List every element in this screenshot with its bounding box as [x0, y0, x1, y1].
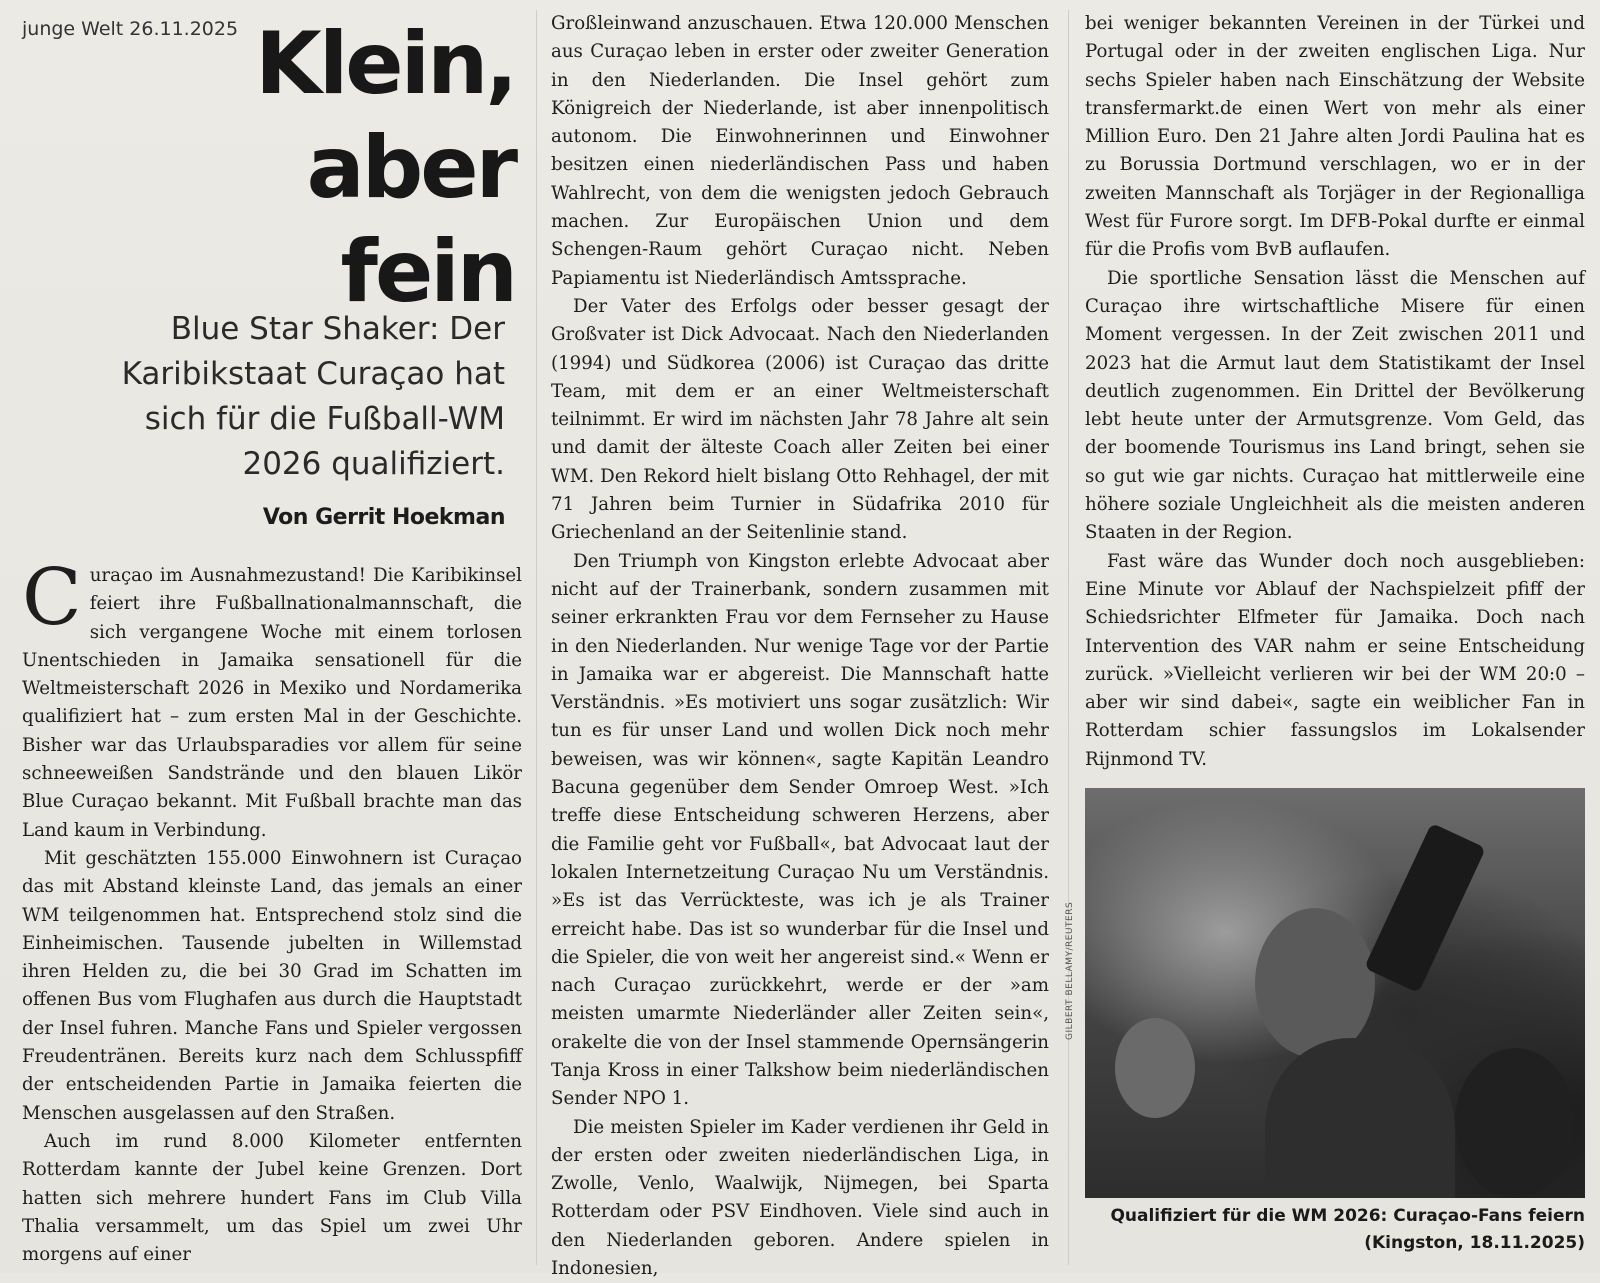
- photo-credit: GILBERT BELLAMY/REUTERS: [1065, 901, 1075, 1040]
- paragraph: Curaçao im Ausnahmezustand! Die Karibikinsel feiert ihre Fußballnationalmannschaft, die sich vergangene Woche mit einem torlosen Unentschieden in Jamaika sensationell für die Weltmeisterschaft 2026 in Mexiko und Nordamerika qualifiziert hat – zum ersten Mal in der Geschichte. Bisher war das Urlaubsparadies vor allem für seine schneeweißen Sandstrände und den blauen Likör Blue Curaçao bekannt. Mit Fußball brachte man das Land kaum in Verbindung.: [22, 553, 522, 841]
- paragraph: Die meisten Spieler im Kader verdienen ihr Geld in der ersten oder zweiten niederländischen Liga, in Zwolle, Venlo, Waalwijk, Nijmegen, bei Sparta Rotterdam oder PSV Eindhoven. Viele sind auch in den Niederlanden geboren. Andere spielen in Indonesien,: [551, 1116, 1049, 1280]
- paragraph: bei weniger bekannten Vereinen in der Türkei und Portugal oder in der zweiten englischen Liga. Nur sechs Spieler haben nach Einschätzung der Website transfermarkt.de einen Wert von mehr als einer Million Euro. Den 21 Jahre alten Jordi Paulina hat es zu Borussia Dortmund verschlagen, wo er in der zweiten Mannschaft als Torjäger in der Regionalliga West für Furore sorgt. Im DFB-Pokal durfte er einmal für die Profis vom BvB auflaufen.: [1085, 13, 1585, 261]
- caption-line-2: (Kingston, 18.11.2025): [1364, 1233, 1585, 1253]
- byline: Von Gerrit Hoekman: [262, 505, 505, 530]
- column-divider: [1068, 10, 1069, 1265]
- column-divider: [536, 10, 537, 1265]
- photo-figure: [1115, 1018, 1195, 1118]
- paragraph: Auch im rund 8.000 Kilometer entfernten Rotterdam kannte der Jubel keine Grenzen. Dort hatten sich mehrere hundert Fans im Club Villa Thalia versammelt, um das Spiel um zwei Uhr morgens auf einer: [22, 1130, 522, 1266]
- paragraph: Fast wäre das Wunder doch noch ausgeblieben: Eine Minute vor Ablauf der Nachspielzeit pfiff der Schiedsrichter Elfmeter für Jamaika. Doch nach Intervention des VAR nahm er seine Entscheidung zurück. »Vielleicht verlieren wir bei der WM 20:0 – aber wir sind dabei«, sagte ein weiblicher Fan in Rotterdam schier fassungslos im Lokalsender Rijnmond TV.: [1085, 550, 1585, 770]
- masthead: junge Welt 26.11.2025: [22, 18, 239, 40]
- subheadline: Blue Star Shaker: Der Karibikstaat Curaçao hat sich für die Fußball-WM 2026 qualifiziert.: [121, 311, 505, 482]
- photo-figure: [1364, 823, 1486, 993]
- fans-photo: [1085, 788, 1585, 1198]
- paragraph: Die sportliche Sensation lässt die Menschen auf Curaçao ihre wirtschaftliche Misere für einen Moment vergessen. In der Zeit zwischen 2011 und 2023 hat die Armut laut dem Statistikamt der Insel deutlich zugenommen. Ein Drittel der Bevölkerung lebt heute unter der Armutsgrenze. Vom Geld, das der boomende Tourismus ins Land bringt, sehen sie so gut wie gar nichts. Curaçao hat mittlerweile eine höhere soziale Ungleichheit als die meisten anderen Staaten in der Region.: [1085, 267, 1585, 544]
- photo-figure: [1265, 1038, 1455, 1198]
- caption-line-1: Qualifiziert für die WM 2026: Curaçao-Fans feiern: [1110, 1206, 1585, 1226]
- article-column-1: [22, 553, 522, 1269]
- headline: [120, 12, 515, 324]
- headline-line-2: aber fein: [306, 118, 515, 322]
- paragraph: Großleinwand anzuschauen. Etwa 120.000 Menschen aus Curaçao leben in erster oder zweiter Generation in den Niederlanden. Die Insel gehört zum Königreich der Niederlande, ist aber innenpolitisch autonom. Die Einwohnerinnen und Einwohner besitzen einen niederländischen Pass und haben Wahlrecht, von dem die wenigsten jedoch Gebrauch machen. Zur Europäischen Union und dem Schengen-Raum gehört Curaçao nicht. Neben Papiamentu ist Niederländisch Amtssprache.: [551, 13, 1049, 289]
- paragraph: Den Triumph von Kingston erlebte Advocaat aber nicht auf der Trainerbank, sondern zusammen mit seiner erkrankten Frau vor dem Fernseher zu Hause in den Niederlanden. Nur wenige Tage vor der Partie in Jamaika war er abgereist. Die Mannschaft hatte Verständnis. »Es motiviert uns sogar zusätzlich: Wir tun es für unser Land und wollen Dick noch mehr beweisen, was wir können«, sagte Kapitän Leandro Bacuna gegenüber dem Sender Omroep West. »Ich treffe diese Entscheidung schweren Herzens, aber die Familie geht vor Fußball«, bat Advocaat laut der lokalen Internetzeitung Curaçao Nu um Verständnis. »Es ist das Verrückteste, was ich je als Trainer erreicht habe. Das ist so wunderbar für die Insel und die Spieler, die von weit her angereist sind.« Wenn er nach Curaçao zurückkehrt, werde er der »am meisten umarmte Niederländer aller Zeiten sein«, orakelte die von der Insel stammende Opernsängerin Tanja Kross in einer Talkshow beim niederländischen Sender NPO 1.: [551, 550, 1049, 1110]
- headline-line-1: Klein,: [255, 14, 515, 114]
- photo-figure: [1255, 908, 1375, 1058]
- paragraph: Der Vater des Erfolgs oder besser gesagt der Großvater ist Dick Advocaat. Nach den Niederlanden (1994) und Südkorea (2006) ist Curaçao das dritte Team, mit dem er an einer Weltmeisterschaft teilnimmt. Er wird im nächsten Jahr 78 Jahre alt sein und damit der älteste Coach aller Zeiten bei einer WM. Den Rekord hielt bislang Otto Rehhagel, der mit 71 Jahren beim Turnier in Südafrika 2010 für Griechenland an der Seitenlinie stand.: [551, 295, 1049, 544]
- photo-figure: [1455, 1048, 1575, 1198]
- paragraph: Mit geschätzten 155.000 Einwohnern ist Curaçao das mit Abstand kleinste Land, das jemals an einer WM teilgenommen hat. Entsprechend stolz sind die Einheimischen. Tausende jubelten in Willemstad ihren Helden zu, die bei 30 Grad im Schatten im offenen Bus vom Flughafen aus durch die Hauptstadt der Insel fuhren. Manche Fans und Spieler vergossen Freudentränen. Bereits kurz nach dem Schlusspfiff der entscheidenden Partie in Jamaika feierten die Menschen ausgelassen auf den Straßen.: [22, 847, 522, 1124]
- photo-caption: [1085, 1203, 1585, 1257]
- article-column-2: [551, 10, 1049, 1283]
- article-column-3: [1085, 10, 1585, 774]
- drop-cap: C: [22, 553, 82, 643]
